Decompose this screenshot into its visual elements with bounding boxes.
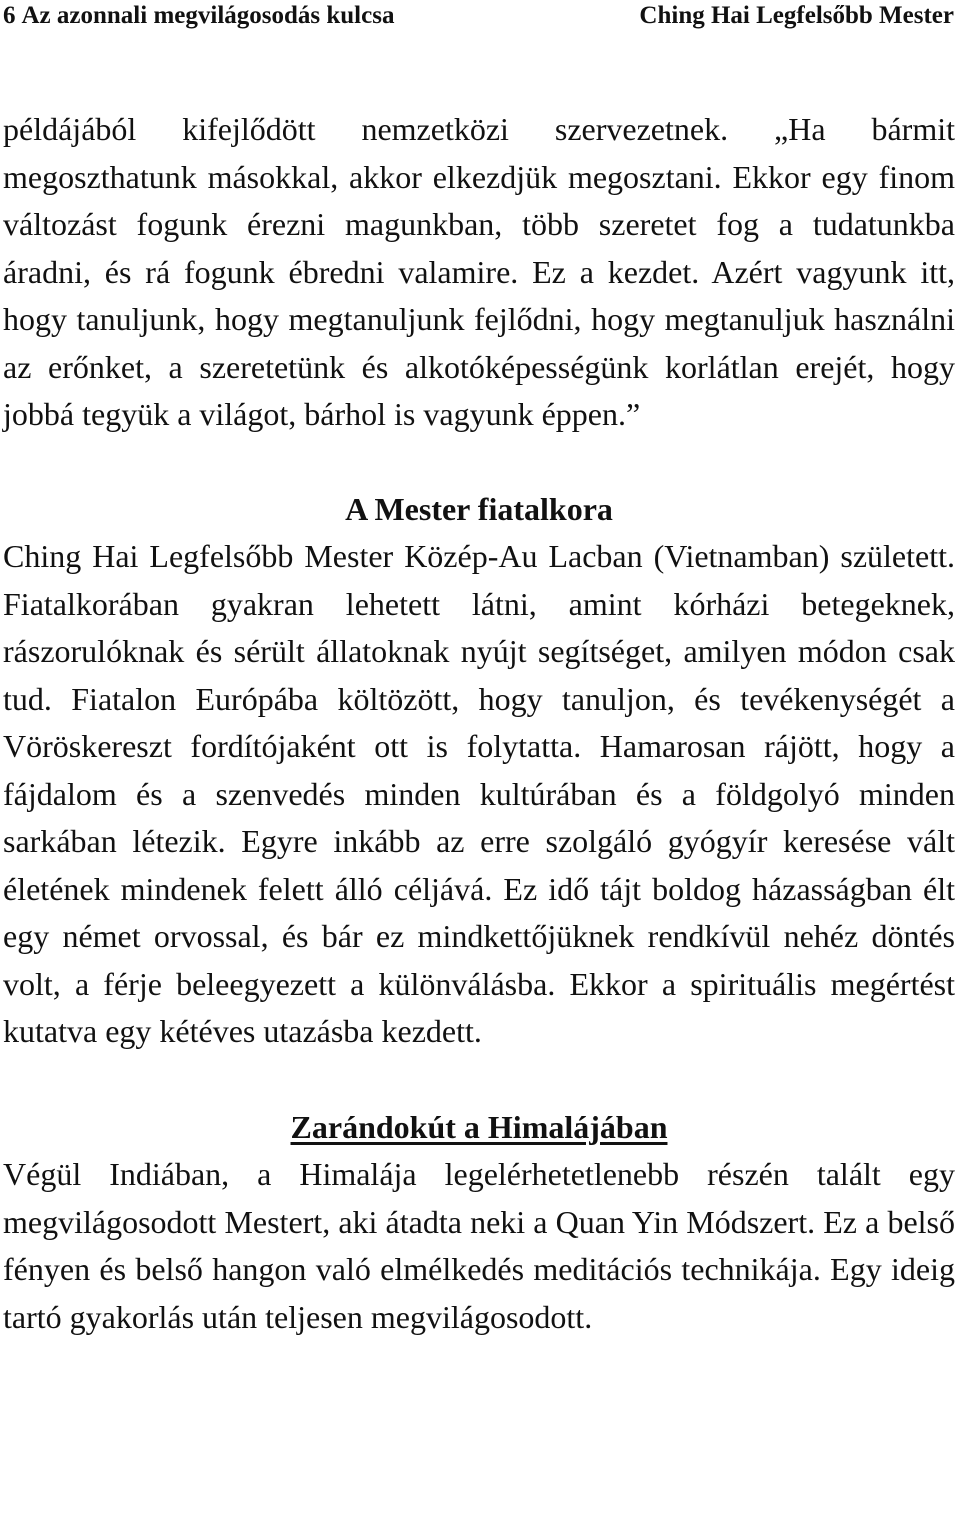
body-paragraph: Végül Indiában, a Himalája legelérhetetlenebb részén talált egy megvilágosodott Mestert, aki átadta neki a Quan Yin Módszert. Ez a belső fényen és belső hangon való elmélkedés meditációs technikája. Egy ideig tartó gyakorlás után teljesen megvilágosodott. — [3, 1156, 955, 1335]
section-heading: A Mester fiatalkora — [345, 490, 613, 527]
running-header — [3, 2, 954, 38]
header-author: Ching Hai Legfelsőbb Mester — [639, 2, 954, 29]
page-body — [3, 106, 955, 1341]
body-paragraph: Ching Hai Legfelsőbb Mester Közép-Au Lacban (Vietnamban) született. Fiatalkorában gyakran lehetett látni, amint kórházi betegeknek, rászorulóknak és sérült állatoknak nyújt segítséget, amilyen módon csak tud. Fiatalon Európába költözött, hogy tanuljon, és tevékenységét a Vöröskereszt fordítójaként ott is folytatta. Hamarosan rájött, hogy a fájdalom és a szenvedés minden kultúrában és a földgolyó minden sarkában létezik. Egyre inkább az erre szolgáló gyógyír keresése vált életének mindenek felett álló céljává. Ez idő tájt boldog házasságban élt egy német orvossal, és bár ez mindkettőjüknek rendkívül nehéz döntés volt, a férje beleegyezett a különválásba. Ekkor a spirituális megértést kutatva egy kétéves utazásba kezdett. — [3, 538, 955, 1049]
header-left — [3, 2, 394, 30]
book-title: Az azonnali megvilágosodás kulcsa — [21, 2, 395, 29]
page-number: 6 — [3, 2, 16, 29]
body-paragraph: példájából kifejlődött nemzetközi szervezetnek. „Ha bármit megoszthatunk másokkal, akkor elkezdjük megosztani. Ekkor egy finom változást fogunk érezni magunkban, több szeretet fog a tudatunkba áradni, és rá fogunk ébredni valamire. Ez a kezdet. Azért vagyunk itt, hogy tanuljunk, hogy megtanuljunk fejlődni, hogy megtanuljuk használni az erőnket, a szeretetünk és alkotóképességünk korlátlan erejét, hogy jobbá tegyük a világot, bárhol is vagyunk éppen.” — [3, 111, 955, 432]
section-heading: Zarándokút a Himalájában — [290, 1108, 668, 1145]
